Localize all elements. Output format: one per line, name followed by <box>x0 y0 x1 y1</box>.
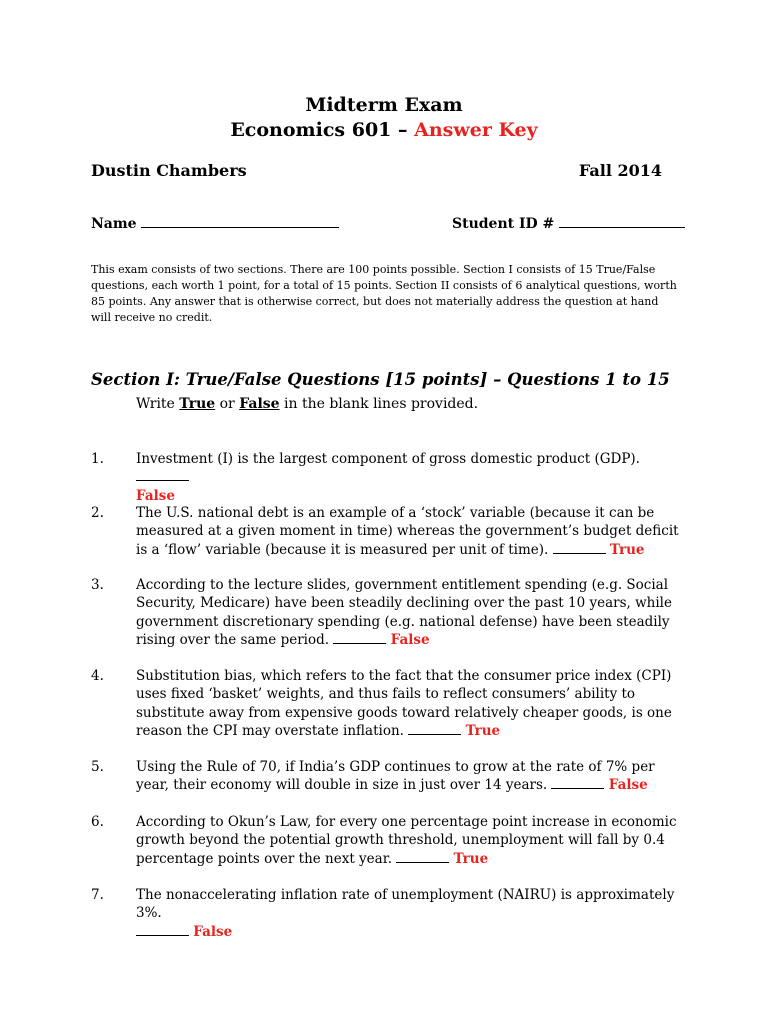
answer-blank <box>551 776 604 789</box>
question-text: According to Okun’s Law, for every one percentage point increase in economic growth beyond the potential growth threshold, unemployment will fall by 0.4 percentage points over the next year. True <box>136 814 677 867</box>
question-number: 2. <box>91 505 104 521</box>
instr-false: False <box>239 396 280 412</box>
question-text: Investment (I) is the largest component of gross domestic product (GDP). False <box>136 451 640 504</box>
answer-blank <box>136 923 189 936</box>
exam-instructions: This exam consists of two sections. There are 100 points possible. Section I consists of 15 True/False questions, each worth 1 point, for a total of 15 points. Section II consists of 6 analytical questions, worth 85 points. Any answer that is otherwise correct, but does not materially address the question at hand will receive no credit. <box>91 263 677 324</box>
question-number: 4. <box>91 668 104 684</box>
question-number: 6. <box>91 814 104 830</box>
answer-label: False <box>390 631 430 648</box>
course-name: Economics 601 – <box>230 119 415 141</box>
answer-blank <box>396 850 449 863</box>
question-text: Using the Rule of 70, if India’s GDP continues to grow at the rate of 7% per year, their economy will double in size in just over 14 years. False <box>136 759 655 794</box>
answer-label: True <box>465 722 501 739</box>
section-heading: Section I: True/False Questions [15 points] – Questions 1 to 15 <box>91 370 670 389</box>
answer-label: False <box>136 487 175 504</box>
question-number: 1. <box>91 451 104 467</box>
answer-label: False <box>193 923 233 940</box>
instr-true: True <box>179 396 216 412</box>
student-id-blank-line <box>559 214 685 228</box>
answer-label: True <box>453 850 489 867</box>
question-text: According to the lecture slides, government entitlement spending (e.g. Social Security, Medicare) have been steadily declining over the past 10 years, while government discretionary spending (e.g. national defense) have been steadily rising over the same period. False <box>136 577 672 648</box>
name-label: Name <box>91 216 137 232</box>
term-label: Fall 2014 <box>578 161 662 180</box>
section-instructions: Write True or False in the blank lines provided. <box>136 396 479 412</box>
question-text: Substitution bias, which refers to the fact that the consumer price index (CPI) uses fixed ‘basket’ weights, and thus fails to reflect consumers’ ability to substitute away from expensive goods toward relatively cheaper goods, is one reason the CPI may overstate inflation. True <box>136 668 672 739</box>
exam-title: Midterm Exam <box>305 94 463 116</box>
answer-blank <box>553 541 606 554</box>
question-text: The nonaccelerating inflation rate of unemployment (NAIRU) is approximately 3%. False <box>136 887 675 940</box>
student-id-label: Student ID # <box>452 216 555 232</box>
question-number: 3. <box>91 577 104 593</box>
answer-blank <box>333 631 386 644</box>
question-text: The U.S. national debt is an example of a ‘stock’ variable (because it can be measured at a given moment in time) whereas the government’s budget deficit is a ‘flow’ variable (because it is measured per unit of time). True <box>136 505 679 558</box>
author-name: Dustin Chambers <box>91 161 247 180</box>
answer-label: True <box>609 541 645 558</box>
question-number: 7. <box>91 887 104 903</box>
exam-subtitle <box>0 119 768 141</box>
question-number: 5. <box>91 759 104 775</box>
answer-key-label: Answer Key <box>414 119 538 141</box>
answer-blank <box>408 722 461 735</box>
name-field <box>91 214 339 232</box>
student-id-field <box>452 214 685 232</box>
name-blank-line <box>141 214 339 228</box>
answer-label: False <box>608 777 648 794</box>
answer-blank <box>136 468 189 481</box>
